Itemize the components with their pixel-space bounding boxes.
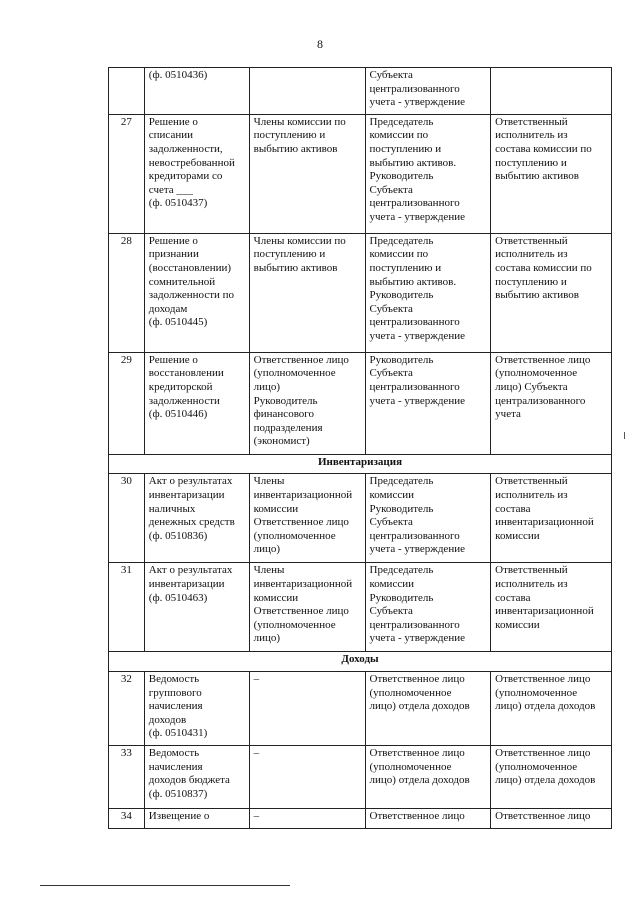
approver-cell: Ответственное лицо (уполномоченное лицо) отдела доходов — [365, 671, 491, 745]
approver-cell: Субъекта централизованного учета - утверждение — [365, 68, 491, 115]
row-number-cell: 34 — [109, 808, 145, 828]
row-number-cell: 33 — [109, 745, 145, 808]
document-name-cell: Решение о признании (восстановлении) сомнительной задолженности по доходам (ф. 0510445) — [144, 233, 249, 352]
document-table — [108, 67, 612, 829]
approver-cell: Ответственное лицо — [365, 808, 491, 828]
approver-cell: Председатель комиссии по поступлению и выбытию активов. Руководитель Субъекта централизованного учета - утверждение — [365, 114, 491, 233]
section-title: Доходы — [109, 652, 612, 672]
responsible-cell — [491, 68, 612, 115]
section-header-row — [109, 652, 612, 672]
preparer-cell: Ответственное лицо (уполномоченное лицо) Руководитель финансового подразделения (экономист) — [249, 352, 365, 454]
document-name-cell: Ведомость группового начисления доходов (ф. 0510431) — [144, 671, 249, 745]
responsible-cell: Ответственное лицо (уполномоченное лицо) Субъекта централизованного учета — [491, 352, 612, 454]
document-name-cell: Решение о восстановлении кредиторской задолженности (ф. 0510446) — [144, 352, 249, 454]
section-title: Инвентаризация — [109, 454, 612, 474]
preparer-cell — [249, 68, 365, 115]
footnote-rule — [40, 885, 290, 886]
table-row — [109, 352, 612, 454]
preparer-cell: Члены комиссии по поступлению и выбытию активов — [249, 114, 365, 233]
row-number-cell: 30 — [109, 474, 145, 563]
preparer-cell: – — [249, 671, 365, 745]
row-number-cell: 28 — [109, 233, 145, 352]
margin-mark — [624, 432, 625, 439]
approver-cell: Ответственное лицо (уполномоченное лицо) отдела доходов — [365, 745, 491, 808]
preparer-cell: Члены инвентаризационной комиссии Ответственное лицо (уполномоченное лицо) — [249, 563, 365, 652]
responsible-cell: Ответственное лицо — [491, 808, 612, 828]
section-header-row — [109, 454, 612, 474]
table-row — [109, 474, 612, 563]
document-name-cell: Акт о результатах инвентаризации наличных денежных средств (ф. 0510836) — [144, 474, 249, 563]
responsible-cell: Ответственный исполнитель из состава комиссии по поступлению и выбытию активов — [491, 114, 612, 233]
table-row — [109, 563, 612, 652]
preparer-cell: Члены комиссии по поступлению и выбытию активов — [249, 233, 365, 352]
approver-cell: Руководитель Субъекта централизованного учета - утверждение — [365, 352, 491, 454]
table-row — [109, 68, 612, 115]
document-name-cell: Ведомость начисления доходов бюджета (ф. 0510837) — [144, 745, 249, 808]
approver-cell: Председатель комиссии Руководитель Субъекта централизованного учета - утверждение — [365, 563, 491, 652]
preparer-cell: – — [249, 808, 365, 828]
row-number-cell: 27 — [109, 114, 145, 233]
table-row — [109, 671, 612, 745]
table-row — [109, 114, 612, 233]
document-name-cell: (ф. 0510436) — [144, 68, 249, 115]
document-table-body — [109, 68, 612, 829]
preparer-cell: Члены инвентаризационной комиссии Ответственное лицо (уполномоченное лицо) — [249, 474, 365, 563]
approver-cell: Председатель комиссии по поступлению и выбытию активов. Руководитель Субъекта централизованного учета - утверждение — [365, 233, 491, 352]
table-row — [109, 233, 612, 352]
responsible-cell: Ответственный исполнитель из состава комиссии по поступлению и выбытию активов — [491, 233, 612, 352]
row-number-cell: 31 — [109, 563, 145, 652]
document-name-cell: Решение о списании задолженности, невостребованной кредиторами со счета ___ (ф. 0510437) — [144, 114, 249, 233]
approver-cell: Председатель комиссии Руководитель Субъекта централизованного учета - утверждение — [365, 474, 491, 563]
responsible-cell: Ответственный исполнитель из состава инвентаризационной комиссии — [491, 563, 612, 652]
page-number: 8 — [317, 37, 323, 51]
responsible-cell: Ответственное лицо (уполномоченное лицо) отдела доходов — [491, 671, 612, 745]
responsible-cell: Ответственное лицо (уполномоченное лицо) отдела доходов — [491, 745, 612, 808]
row-number-cell: 29 — [109, 352, 145, 454]
row-number-cell — [109, 68, 145, 115]
preparer-cell: – — [249, 745, 365, 808]
row-number-cell: 32 — [109, 671, 145, 745]
document-name-cell: Извещение о — [144, 808, 249, 828]
document-name-cell: Акт о результатах инвентаризации (ф. 0510463) — [144, 563, 249, 652]
table-row — [109, 808, 612, 828]
table-row — [109, 745, 612, 808]
responsible-cell: Ответственный исполнитель из состава инвентаризационной комиссии — [491, 474, 612, 563]
